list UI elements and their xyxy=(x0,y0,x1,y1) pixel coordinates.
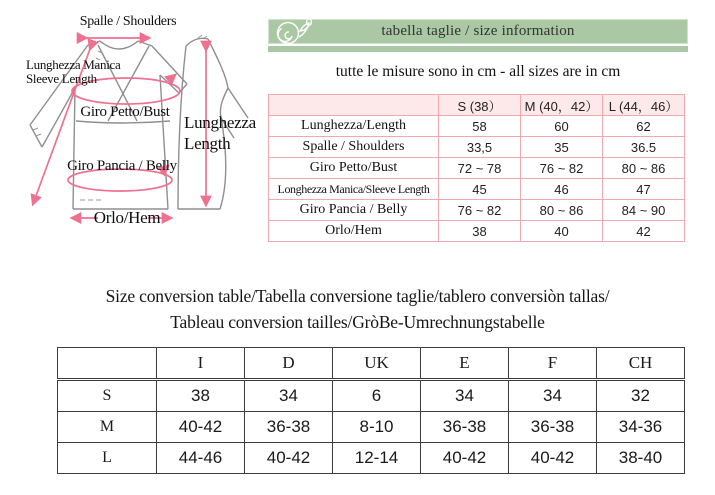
measure-value: 84 ~ 90 xyxy=(603,200,685,221)
label-sleeve-length xyxy=(26,58,120,87)
conversion-title xyxy=(0,283,715,335)
measure-value: 58 xyxy=(439,116,521,137)
measure-value: 42 xyxy=(603,221,685,242)
size-value: 34-36 xyxy=(597,412,685,443)
measure-value: 80 ~ 86 xyxy=(603,158,685,179)
size-table-col-s: S (38） xyxy=(439,95,521,116)
conversion-row-m xyxy=(58,412,685,443)
bust-arrowhead xyxy=(168,75,175,81)
measure-value: 72 ~ 78 xyxy=(439,158,521,179)
size-value: 40-42 xyxy=(157,412,245,443)
size-value: 36-38 xyxy=(509,412,597,443)
measure-value: 40 xyxy=(521,221,603,242)
label-length-line2: Length xyxy=(184,134,231,153)
size-table-row-bust xyxy=(269,158,685,179)
size-value: 40-42 xyxy=(421,443,509,474)
size-table-row-belly xyxy=(269,200,685,221)
size-value: 8-10 xyxy=(333,412,421,443)
size-table-row-length xyxy=(269,116,685,137)
size-table-col-l: L (44，46） xyxy=(603,95,685,116)
size-value: 40-42 xyxy=(245,443,333,474)
label-bust: Giro Petto/Bust xyxy=(80,104,170,120)
size-label: M xyxy=(58,412,157,443)
conversion-col-uk: UK xyxy=(333,348,421,380)
measure-label: Lunghezza/Length xyxy=(269,116,439,137)
measure-label: Longhezza Manica/Sleeve Length xyxy=(269,179,439,200)
label-length-line1: Lunghezza xyxy=(184,113,256,132)
measure-value: 35 xyxy=(521,137,603,158)
size-value: 34 xyxy=(509,380,597,412)
size-label: L xyxy=(58,443,157,474)
conversion-col-e: E xyxy=(421,348,509,380)
size-value: 12-14 xyxy=(333,443,421,474)
conversion-row-s xyxy=(58,380,685,412)
size-table xyxy=(268,94,685,242)
conversion-col-d: D xyxy=(245,348,333,380)
size-table-header-row xyxy=(269,95,685,116)
size-info-header-band xyxy=(268,19,688,44)
label-belly: Giro Pancia / Belly xyxy=(67,158,177,174)
size-table-col-m: M (40，42） xyxy=(521,95,603,116)
conversion-row-l xyxy=(58,443,685,474)
measure-value: 60 xyxy=(521,116,603,137)
units-note: tutte le misure sono in cm - all sizes are in cm xyxy=(335,63,621,80)
label-sleeve-line1: Lunghezza Manica xyxy=(26,57,121,72)
size-value: 40-42 xyxy=(509,443,597,474)
measure-value: 36.5 xyxy=(603,137,685,158)
size-value: 38 xyxy=(157,380,245,412)
size-table-corner-cell xyxy=(269,95,439,116)
size-info-panel xyxy=(268,19,688,242)
conversion-col-f: F xyxy=(509,348,597,380)
garment-measurement-diagram xyxy=(8,14,260,252)
conversion-title-line1: Size conversion table/Tabella conversione taglie/tablero conversiòn tallas/ xyxy=(105,286,610,306)
size-info-title: tabella taglie / size information xyxy=(381,23,575,39)
size-value: 32 xyxy=(597,380,685,412)
size-table-row-hem xyxy=(269,221,685,242)
conversion-col-i: I xyxy=(157,348,245,380)
conversion-table xyxy=(57,347,685,474)
conversion-header-row xyxy=(58,348,685,380)
size-value: 36-38 xyxy=(421,412,509,443)
conversion-corner-cell xyxy=(58,348,157,380)
conversion-title-line2: Tableau conversion tailles/GròBe-Umrechnungstabelle xyxy=(170,312,545,332)
measure-value: 38 xyxy=(439,221,521,242)
measure-label: Giro Pancia / Belly xyxy=(269,200,439,221)
measure-value: 62 xyxy=(603,116,685,137)
header-underline-bar xyxy=(268,46,688,52)
label-sleeve-line2: Sleeve Length xyxy=(26,71,97,87)
measure-label: Orlo/Hem xyxy=(269,221,439,242)
size-value: 34 xyxy=(245,380,333,412)
label-shoulders: Spalle / Shoulders xyxy=(79,14,177,29)
size-table-row-shoulders xyxy=(269,137,685,158)
rose-icon xyxy=(273,16,317,48)
label-length xyxy=(184,112,256,154)
size-table-row-sleeve xyxy=(269,179,685,200)
measure-value: 47 xyxy=(603,179,685,200)
measure-label: Spalle / Shoulders xyxy=(269,137,439,158)
size-value: 38-40 xyxy=(597,443,685,474)
size-value: 44-46 xyxy=(157,443,245,474)
measure-value: 76 ~ 82 xyxy=(521,158,603,179)
measure-label: Giro Petto/Bust xyxy=(269,158,439,179)
label-hem: Orlo/Hem xyxy=(93,208,161,227)
size-label: S xyxy=(58,380,157,412)
measure-value: 33,5 xyxy=(439,137,521,158)
size-value: 34 xyxy=(421,380,509,412)
measure-value: 45 xyxy=(439,179,521,200)
size-value: 6 xyxy=(333,380,421,412)
measure-value: 76 ~ 82 xyxy=(439,200,521,221)
measure-value: 80 ~ 86 xyxy=(521,200,603,221)
size-value: 36-38 xyxy=(245,412,333,443)
measure-value: 46 xyxy=(521,179,603,200)
conversion-col-ch: CH xyxy=(597,348,685,380)
